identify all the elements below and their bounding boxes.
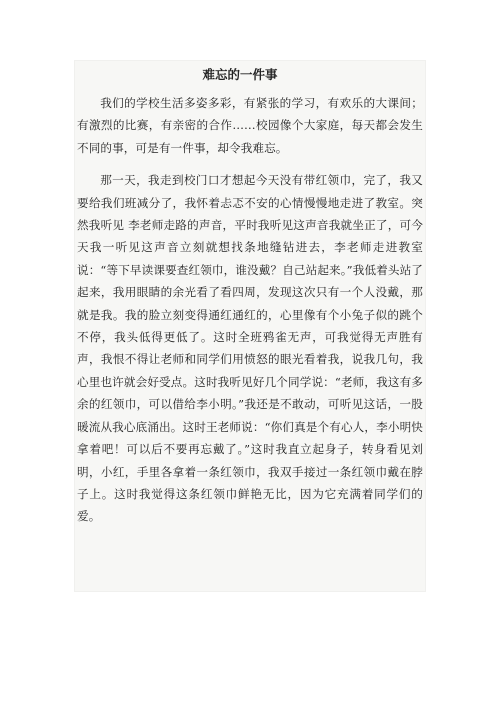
document-body (77, 92, 423, 538)
document-title: 难忘的一件事 (202, 67, 278, 82)
document-page (74, 60, 426, 592)
paragraph-1: 我们的学校生活多姿多彩，有紧张的学习，有欢乐的大课间；有激烈的比赛，有亲密的合作……校园像个大家庭，每天都会发生不同的事，可是有一件事，却令我难忘。 (77, 96, 423, 155)
paragraph-2: 那一天，我走到校门口才想起今天没有带红领巾，完了，我又要给我们班减分了，我怀着忐忑不安的心情慢慢地走进了教室。突然我听见 李老师走路的声音，平时我听见这声音我就坐正了，可今天我一听见这声音立刻就想找条地缝钻进去，李老师走进教室说：“等下早读课要查红领巾，谁没戴？自己站起来。”我低着头站了起来，我用眼睛的余光看了看四周，发现这次只有一个人没戴，那就是我。我的脸立刻变得通红通红的，心里像有个小兔子似的跳个不停，我头低得更低了。这时全班鸦雀无声，可我觉得无声胜有声，我恨不得让老师和同学们用愤怒的眼光看着我，说我几句，我心里也许就会好受点。这时我听见好几个同学说：“老师，我这有多余的红领巾，可以借给李小明。”我还是不敢动，可听见这话，一股暖流从我心底涌出。这时王老师说：“你们真是个有心人，李小明快拿着吧！可以后不要再忘戴了。”这时我直立起身子，转身看见刘明，小红，手里各拿着一条红领巾，我双手接过一条红领巾戴在脖子上。这时我觉得这条红领巾鲜艳无比，因为它充满着同学们的爱。 (77, 173, 423, 524)
